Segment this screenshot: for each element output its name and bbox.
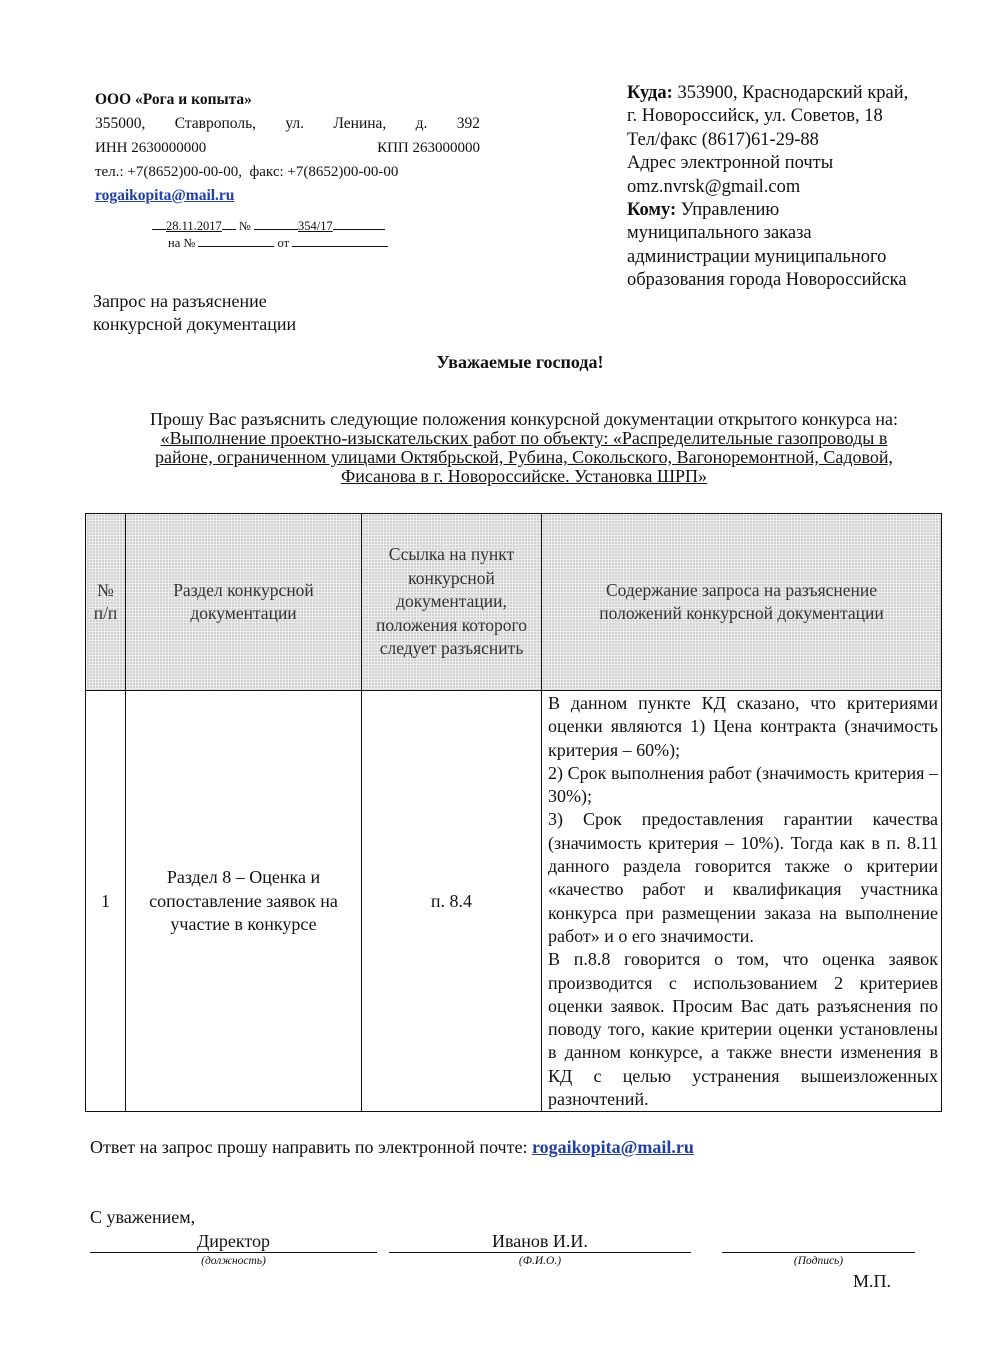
header-number (86, 514, 126, 691)
header-content-text: Содержание запроса на разъяснение положений конкурсной документации (599, 579, 884, 623)
sender-email-link[interactable]: rogaikopita@mail.ru (95, 187, 235, 204)
content-paragraph: 3) Срок предоставления гарантии качества (значимость критерия – 10%). Тогда как в п. 8.11 данного раздела говорится также о критерии «качество работ и квалификация участника конкурса при размещении заказа на выполнение работ» и о его значимости. (548, 809, 938, 946)
stamp-place: М.П. (853, 1271, 892, 1291)
name-value: Иванов И.И. (389, 1230, 691, 1253)
subject-line: Запрос на разъяснение (93, 291, 267, 311)
answer-request (90, 1137, 694, 1158)
outgoing-number-label: № (238, 219, 251, 233)
content-paragraph: 2) Срок выполнения работ (значимость критерия – 30%); (548, 762, 938, 807)
header-reference (362, 514, 542, 691)
request-table (85, 513, 942, 1112)
subject-line: конкурсной документации (93, 313, 297, 334)
sender-company: ООО «Рога и копыта» (95, 91, 252, 108)
header-section (126, 514, 362, 691)
address-part: 392 (456, 115, 480, 132)
address-part: Ленина, (333, 115, 387, 132)
signature-name (389, 1230, 691, 1269)
sender-address (95, 112, 480, 136)
address-part: д. (415, 115, 428, 132)
position-value: Директор (90, 1230, 377, 1253)
header-section-text: Раздел конкурсной документации (173, 579, 314, 623)
to-line: 353900, Краснодарский край, (672, 83, 909, 103)
recipient-email: omz.nvrsk@gmail.com (627, 176, 801, 197)
sender-phone: тел.: +7(8652)00-00-00, факс: +7(8652)00-00-00 (95, 164, 399, 180)
whom-line: образования города Новороссийска (627, 270, 907, 291)
content-paragraph: В данном пункте КД сказано, что критериями оценки являются 1) Цена контракта (значимость критерия – 60%); (548, 693, 938, 760)
address-part: ул. (285, 115, 305, 132)
whom-line: администрации муниципального (627, 246, 887, 267)
whom-label: Кому: (627, 200, 677, 221)
recipient-email-label: Адрес электронной почты (627, 153, 834, 174)
header-reference-text: Ссылка на пункт конкурсной документации, положения которого следует разъяснить (375, 544, 527, 659)
request-intro: Прошу Вас разъяснить следующие положения конкурсной документации открытого конкурса на: (150, 409, 898, 429)
contest-title-line: районе, ограниченном улицами Октябрьской, Рубина, Сокольского, Вагоноремонтной, Садовой, (154, 447, 894, 467)
answer-email-link[interactable]: rogaikopita@mail.ru (531, 1137, 694, 1157)
sign-caption: (Подпись) (793, 1255, 844, 1267)
address-part: 355000, (95, 115, 146, 132)
position-caption: (должность) (201, 1255, 266, 1267)
letter-subject (93, 290, 296, 335)
closing: С уважением, (90, 1207, 196, 1227)
to-line: г. Новороссийск, ул. Советов, 18 (627, 106, 883, 127)
table-header-row (86, 514, 942, 691)
contest-title-line: «Выполнение проектно-изыскательских работ по объекту: «Распределительные газопроводы в (160, 428, 888, 448)
sender-tax-ids (95, 136, 480, 160)
row-section-text: Раздел 8 – Оценка и сопоставление заявок на участие в конкурсе (149, 867, 338, 934)
recipient-phone: Тел/факс (8617)61-29-88 (627, 129, 819, 150)
signature-sign (722, 1230, 915, 1269)
recipient-block (627, 82, 947, 293)
row-content (542, 691, 942, 1112)
greeting: Уважаемые господа! (436, 352, 604, 372)
header-number-line: № (97, 579, 114, 600)
row-number: 1 (86, 691, 126, 1112)
reference-label: на № (168, 236, 196, 250)
answer-text: Ответ на запрос прошу направить по электронной почте: (90, 1137, 532, 1157)
content-paragraph: В п.8.8 говорится о том, что оценка заявок производится с использованием 2 критериев оценки заявок. Просим Вас дать разъяснения по поводу того, какие критерии оценки установлены в данном конкурсе, а также внести изменения в КД с целью устранения вышеизложенных разночтений. (548, 949, 938, 1110)
whom-line: муниципального заказа (627, 223, 812, 244)
sender-kpp: КПП 263000000 (377, 140, 480, 156)
whom-line: Управлению (676, 200, 780, 221)
outgoing-number-value: 354/17 (297, 219, 333, 233)
request-paragraph (94, 410, 954, 486)
sender-block (95, 88, 480, 208)
header-number-line: п/п (93, 603, 118, 623)
outgoing-date: 28.11.2017 (166, 219, 222, 233)
contest-title-line: Фисанова в г. Новороссийске. Установка ШРП» (340, 466, 708, 486)
row-section (126, 691, 362, 1112)
table-row (86, 691, 942, 1112)
sign-value (722, 1230, 915, 1253)
name-caption: (Ф.И.О.) (518, 1255, 562, 1267)
to-label: Куда: (627, 83, 673, 103)
sender-inn: ИНН 2630000000 (95, 140, 207, 156)
signature-position (90, 1230, 377, 1269)
row-reference: п. 8.4 (362, 691, 542, 1112)
outgoing-number (152, 218, 388, 252)
header-content (542, 514, 942, 691)
reference-from-label: от (277, 236, 290, 250)
address-part: Ставрополь, (174, 115, 257, 132)
